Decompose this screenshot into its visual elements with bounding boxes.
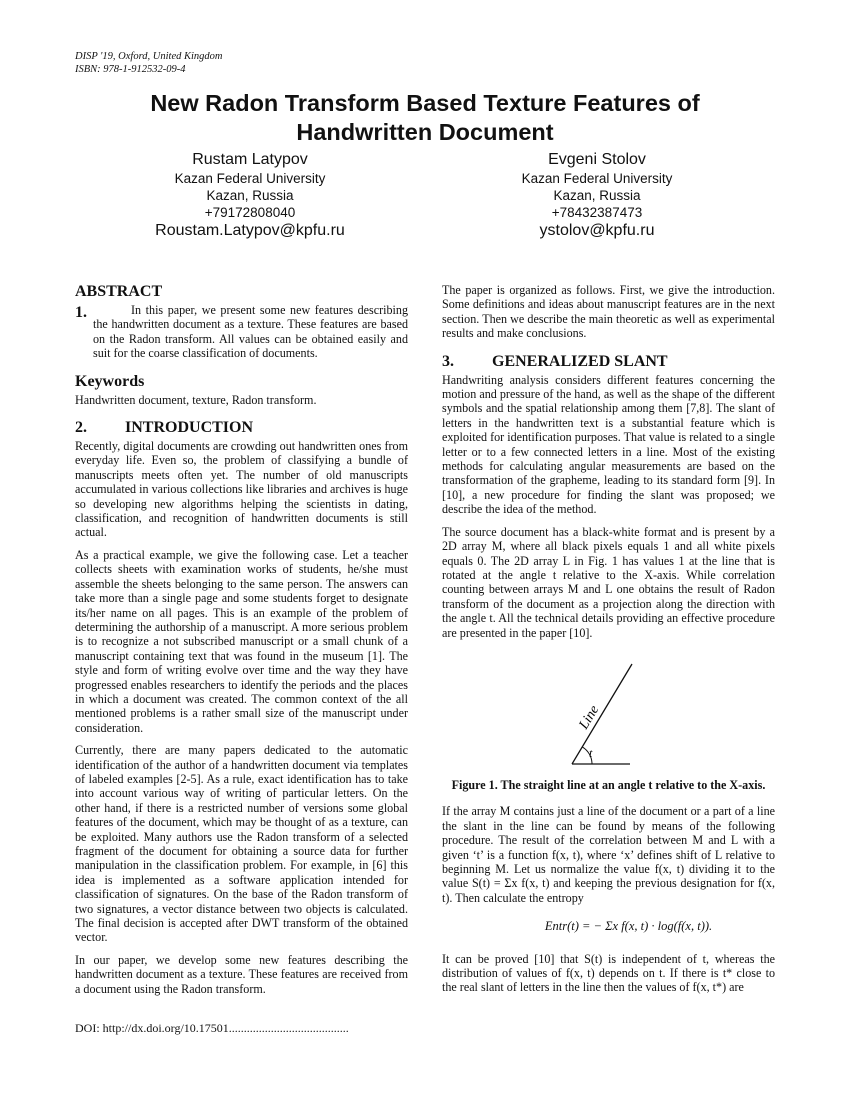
slant-paragraph-4: It can be proved [10] that S(t) is independent of t, whereas the distribution of values of f(x, t) depends on t. If there is t* close to the real slant of letters in the line then the values of f(x, t*) are <box>442 951 775 995</box>
slant-paragraph-1: Handwriting analysis considers different features concerning the motion and pressure of the hand, as well as the shape of the different symbols and the spatial relationship among them [7,8]. The slant of letters in the handwritten text is a substantial feature which is exploited for identification purposes. That value is related to a single letter or to a few connected letters in a line. Most of the existing methods for calculating angular measurements are based on the transformation of the grapheme, leading to its standard form [9]. In [10], a new procedure for finding the slant was proposed; we describe the idea of the method. <box>442 372 775 517</box>
title-line-2: Handwritten Document <box>296 119 554 145</box>
figure-1 <box>442 662 775 772</box>
organization-paragraph: The paper is organized as follows. First, we give the introduction. Some definitions and ideas about manuscript features are in the next section. Then we describe the main theoretic as well as experimental results and make conclusions. <box>442 283 775 341</box>
author-block-1 <box>85 150 415 241</box>
author-affiliation: Kazan Federal University <box>174 171 326 186</box>
intro-paragraph-4: In our paper, we develop some new features describing the handwritten document as a texture. These features are received from a document using the Radon transform. <box>75 952 408 996</box>
title-line-1: New Radon Transform Based Texture Features of <box>150 90 700 116</box>
slant-heading <box>442 353 775 371</box>
intro-paragraph-1: Recently, digital documents are crowding out handwritten ones from everyday life. Even so, the problem of classifying a bundle of manuscripts meets often yet. The number of old manuscripts accumulated in various collections like libraries and archives is huge so developing new algorithms helping the scientists in dating, classification, and recognition of handwritten documents is still actual. <box>75 439 408 540</box>
running-header <box>75 50 223 76</box>
left-column <box>75 283 408 1004</box>
figure-caption: Figure 1. The straight line at an angle t relative to the X-axis. <box>451 777 766 792</box>
intro-title: INTRODUCTION <box>125 419 254 437</box>
rotated-line <box>572 664 632 764</box>
author-phone: +79172808040 <box>204 205 296 220</box>
slant-number: 3. <box>442 352 454 370</box>
intro-paragraph-3: Currently, there are many papers dedicated to the automatic identification of the author of a handwritten document via templates of labeled examples [2-5]. As a rule, exact identification has to take into account various way of writing of particular letters. On the other hand, if there is a restricted number of versions some global features of the document, which may be thought of as a texture, can be exploited. Many authors use the Radon transform of a selected fragment of the document for obtaining a source data for further manipulation in the classification problem. For example, in [6] this idea is implemented as a software application intended for classification of signatures. On the base of the Radon transform of two signatures, a vector distance between two objects is calculated. The final decision is accepted after DWT transform of the obtained vector. <box>75 743 408 945</box>
author-phone: +78432387473 <box>551 205 643 220</box>
keywords-text: Handwritten document, texture, Radon transform. <box>75 392 317 407</box>
intro-paragraph-2: As a practical example, we give the following case. Let a teacher collects sheets with examination works of students, he/she must assemble the sheets belonging to the same person. The answers can take more than a single page and some students forget to designate its/her name on all pages. This is an example of the problem of determining the authorship of a manuscript. A more serious problem is to recognize a not subscribed manuscript or a small chunk of a manuscript containing text that was found in the museum [1]. The style and form of writing evolve over time and the way they have progressed enables researchers to identify the periods and the places in which a document was created. The common context of the all mentioned problems is a rather small size of the manuscript under consideration. <box>75 547 408 735</box>
entropy-equation: Entr(t) = − Σx f(x, t) · log(f(x, t)). <box>544 919 713 934</box>
author-email: ystolov@kpfu.ru <box>539 222 655 239</box>
paper-title <box>60 89 790 147</box>
doi-footer: DOI: http://dx.doi.org/10.17501........................................ <box>75 1021 349 1035</box>
keywords-heading: Keywords <box>75 372 145 390</box>
abstract-text: In this paper, we present some new features describing the handwritten document as a texture. These features are based on the Radon transform. All values can be obtained easily and suit for the coarse classification of documents. <box>93 303 408 361</box>
right-column <box>442 283 775 1003</box>
line-angle-diagram <box>542 662 672 772</box>
intro-heading <box>75 419 408 437</box>
author-block-2 <box>432 150 762 241</box>
author-city: Kazan, Russia <box>553 188 641 203</box>
author-name: Rustam Latypov <box>192 151 308 168</box>
abstract-paragraph <box>75 303 408 361</box>
line-label: Line <box>576 702 603 732</box>
author-name: Evgeni Stolov <box>548 151 646 168</box>
angle-label: t <box>589 745 593 760</box>
slant-paragraph-2: The source document has a black-white format and is present by a 2D array M, where all black pixels equals 1 and all white pixels equals 0. The 2D array L in Fig. 1 has values 1 at the line that is rotated at the angle t relative to the X-axis. While correlation counting between arrays M and L one obtains the result of Radon transform of the document as a projection along the direction with the angle t. All the technical details providing an effective procedure are presented in the paper [10]. <box>442 524 775 640</box>
slant-title: GENERALIZED SLANT <box>492 352 668 370</box>
slant-paragraph-3: If the array M contains just a line of the document or a part of a line the slant in the line can be found by means of the following procedure. The result of the correlation between M and L with a given ‘t’ is a function f(x, t), where ‘x’ defines shift of L relative to beginning M. Let us normalize the value f(x, t) dividing it to the value S(t) = Σx f(x, t) and keeping the previous designation for f(x, t). Then calculate the entropy <box>442 804 775 905</box>
author-affiliation: Kazan Federal University <box>521 171 673 186</box>
abstract-heading: ABSTRACT <box>75 283 163 300</box>
intro-number: 2. <box>75 419 87 437</box>
author-email: Roustam.Latypov@kpfu.ru <box>155 222 345 239</box>
isbn-line: ISBN: 978-1-912532-09-4 <box>75 64 186 75</box>
abstract-number: 1. <box>75 304 87 321</box>
conference-line: DISP '19, Oxford, United Kingdom <box>75 51 223 62</box>
author-city: Kazan, Russia <box>206 188 294 203</box>
